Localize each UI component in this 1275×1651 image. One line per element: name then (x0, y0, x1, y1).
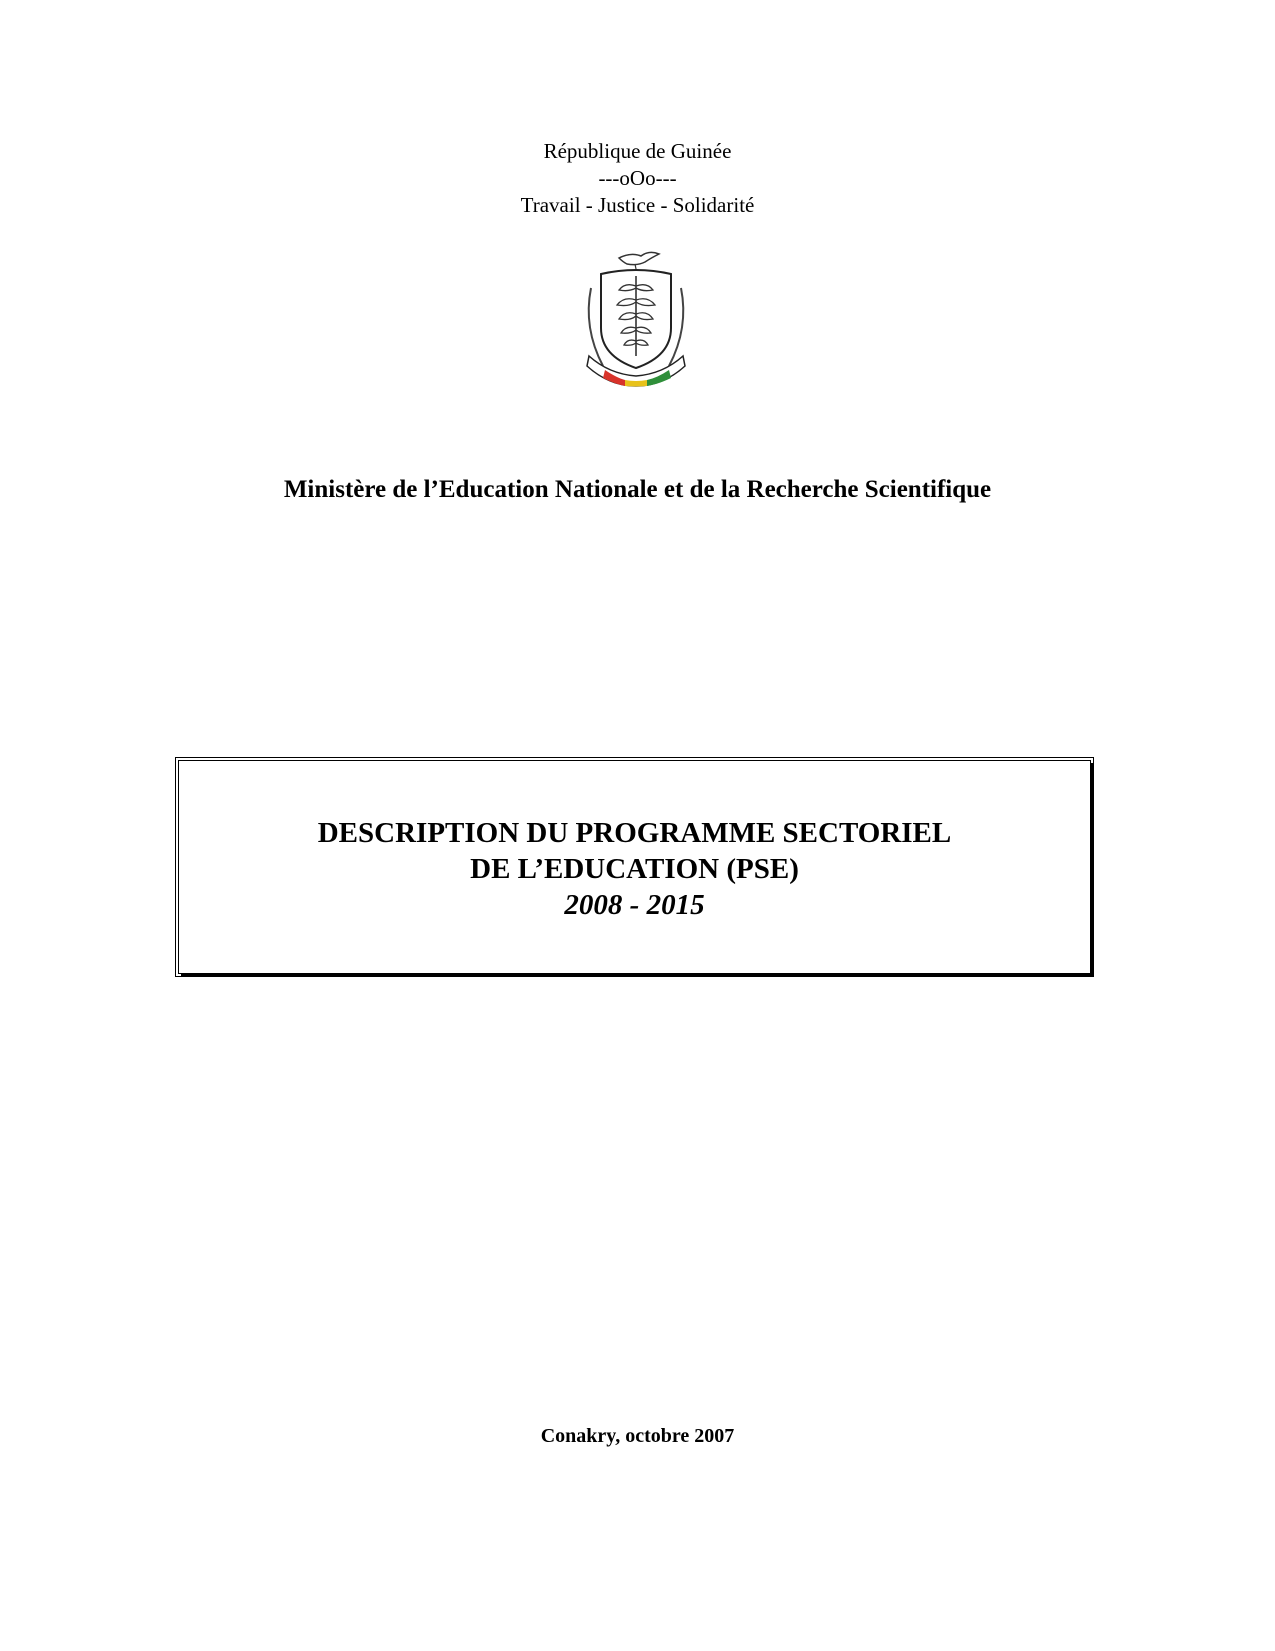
national-motto: Travail - Justice - Solidarité (520, 193, 755, 217)
ministry-name: Ministère de l’Education Nationale et de la Recherche Scientifique (283, 476, 992, 503)
country-name: République de Guinée (543, 139, 732, 163)
title-years: 2008 - 2015 (564, 889, 705, 921)
coat-of-arms-icon (579, 248, 693, 388)
title-line-2: DE L’EDUCATION (PSE) (470, 853, 799, 885)
document-title (179, 815, 1090, 923)
place-and-date: Conakry, octobre 2007 (540, 1425, 735, 1447)
header-block (0, 138, 1275, 219)
separator: ---oOo--- (598, 166, 677, 190)
title-box (178, 760, 1091, 974)
title-line-1: DESCRIPTION DU PROGRAMME SECTORIEL (317, 817, 952, 849)
